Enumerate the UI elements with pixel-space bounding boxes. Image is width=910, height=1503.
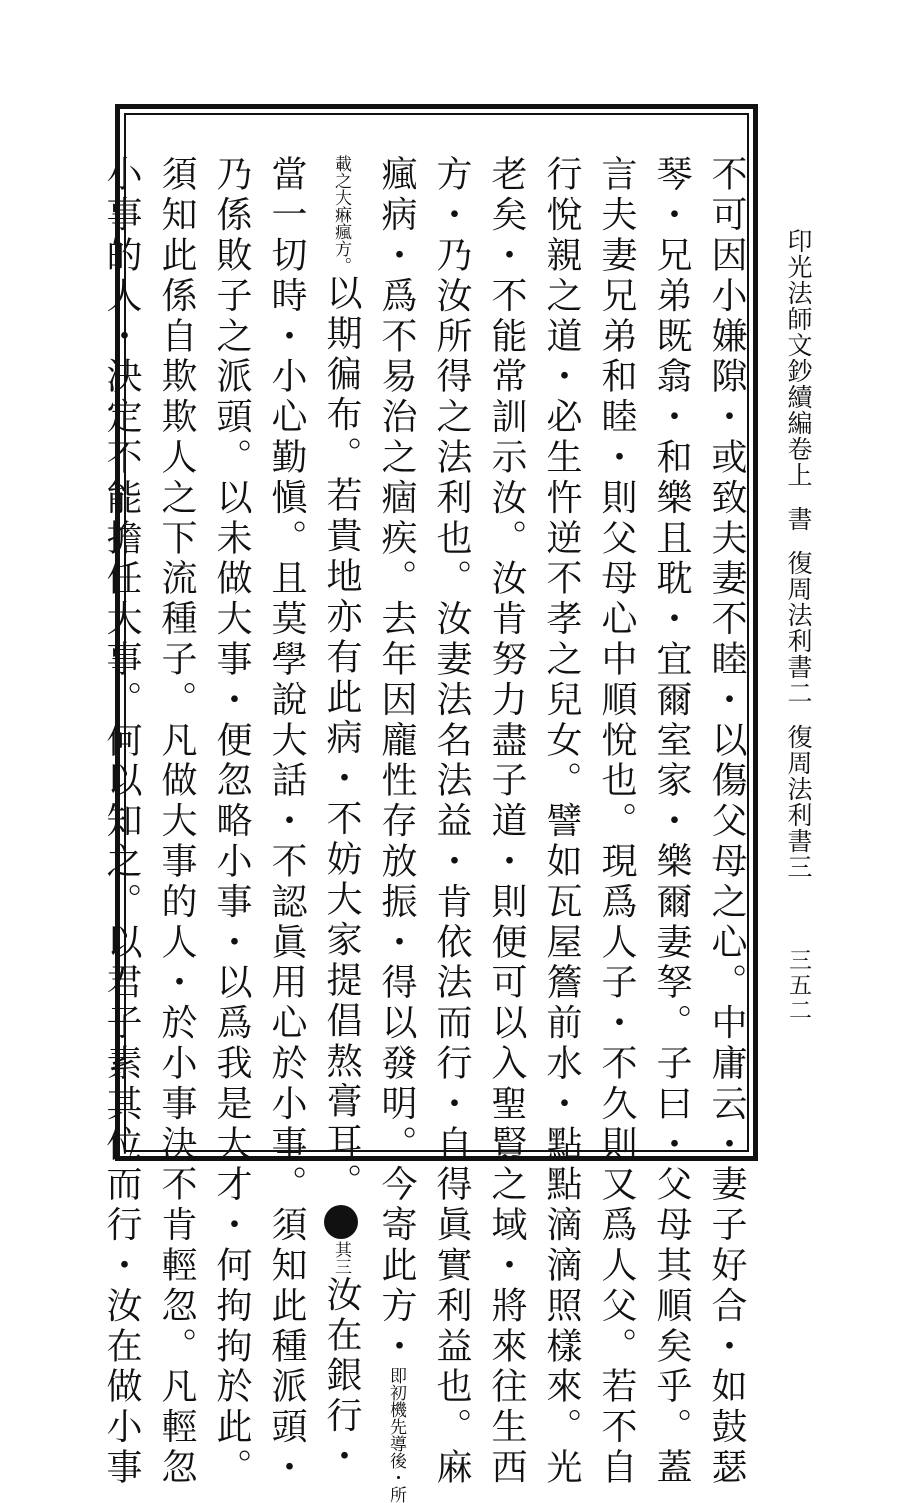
running-header [780,228,816,880]
book-title: 印光法師文鈔續編卷上 [784,228,813,488]
section-label: 書 [784,506,813,532]
text-column-4: 行悅親之道・必生忤逆不孝之兒女。譬如瓦屋簷前水・點點滴滴照樣來。光 [541,155,582,1489]
column-8-main: 以期徧布。若貴地亦有此病・不妨大家提倡熬膏耳。 [321,274,362,1204]
page-number: 三五二 [785,948,811,1023]
letter-title-b: 復周法利書三 [784,724,813,880]
section-marker-dot [324,1205,358,1239]
text-column-3: 言夫妻兄弟和睦・則父母心中順悅也。現爲人子・不久則又爲人父。若不自 [596,155,637,1489]
column-7-main: 瘋病・爲不易治之痼疾。去年因龐性存放振・得以發明。今寄此方・ [376,155,417,1367]
text-column-7 [370,155,422,1503]
text-column-12: 小事的人・決定不能擔任大事。何以知之。以君子素其位而行・汝在做小事 [101,155,142,1489]
text-column-1: 不可因小嫌隙・或致夫妻不睦・以傷父母之心。中庸云・妻子好合・如鼓瑟 [706,155,747,1489]
column-7-annotation: 即初機先導後・所 [386,1367,406,1503]
text-column-9: 當一切時・小心勤愼。且莫學說大話・不認眞用心於小事。須知此種派頭・ [266,155,307,1489]
text-column-6: 方・乃汝所得之法利也。汝妻法名法益・肯依法而行・自得眞實利益也。麻 [431,155,472,1489]
column-8-section-label: 其三 [331,1241,351,1276]
text-column-10: 乃係敗子之派頭。以未做大事・便忽略小事・以爲我是大才・何拘拘於此。 [211,155,252,1489]
column-8-continuation: 汝在銀行・ [321,1275,362,1478]
text-column-5: 老矣・不能常訓示汝。汝肯努力盡子道・則便可以入聖賢之域・將來往生西 [486,155,527,1489]
text-column-8 [315,155,367,1478]
letter-title-a: 復周法利書二 [784,550,813,706]
column-8-annotation: 載之大痳瘋方。 [331,155,351,274]
text-column-11: 須知此係自欺欺人之下流種子。凡做大事的人・於小事決不肯輕忽。凡輕忽 [156,155,197,1489]
text-column-2: 琴・兄弟既翕・和樂且耽・宜爾室家・樂爾妻孥。子曰・父母其順矣乎。蓋 [651,155,692,1489]
